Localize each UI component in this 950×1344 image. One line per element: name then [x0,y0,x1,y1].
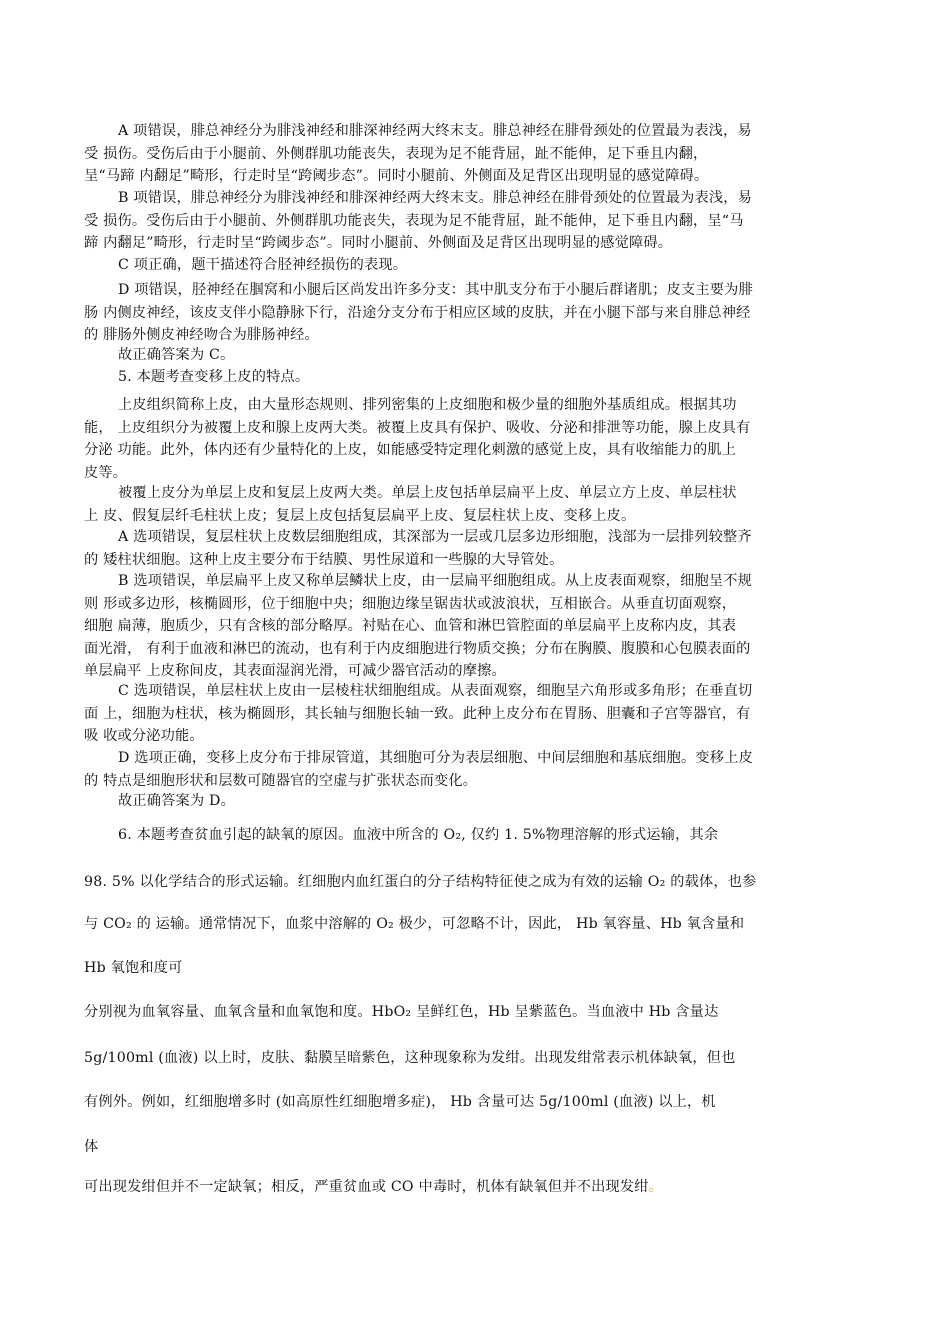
end-mark: 。 [648,1179,664,1195]
paragraph-a-select [84,526,864,571]
question-6-line: 有例外。例如，红细胞增多时 (如高原性红细胞增多症)， Hb 含量可达 5g/100ml (血液) 以上，机 [84,1094,716,1110]
paragraph-c-select [84,680,864,748]
question-6-line: 6. 本题考查贫血引起的缺氧的原因。血液中所含的 O₂, 仅约 1. 5%物理溶解的形式运输，其余 [118,827,719,843]
text-line: A 选项错误，复层柱状上皮数层细胞组成，其深部为一层或几层多边形细胞，浅部为一层排列较整齐 [118,529,752,545]
text-line: 受 损伤。受伤后由于小腿前、外侧群肌功能丧失，表现为足不能背屈，趾不能伸，足下垂且内翻， [84,145,708,162]
paragraph-d-option [84,279,864,347]
paragraph-covering-epithelium [84,482,864,527]
question-6-line: 体 [84,1139,99,1155]
paragraph-c-option [84,254,864,277]
text-line: 蹄 内翻足”畸形，行走时呈“跨阈步态”。同时小腿前、外侧面及足背区出现明显的感觉障碍。 [84,235,673,251]
paragraph-b-option [84,187,864,255]
text-line: 面 上，细胞为柱状，核为椭圆形，其长轴与细胞长轴一致。此种上皮分布在胃肠、胆囊和子宫等器官，有 [84,705,751,722]
text-line: 皮等。 [84,464,128,481]
text-line: 受 损伤。受伤后由于小腿前、外侧群肌功能丧失，表现为足不能背屈，趾不能伸，足下垂且内翻，呈“马 [84,212,744,229]
paragraph-d-select [84,747,864,792]
text-line: 呈“马蹄 内翻足”畸形，行走时呈“跨阈步态”。同时小腿前、外侧面及足背区出现明显的感觉障碍。 [84,168,709,184]
question-6-line: 5g/100ml (血液) 以上时，皮肤、黏膜呈暗紫色，这种现象称为发绀。出现发绀常表示机体缺氧，但也 [84,1050,736,1066]
text-line: D 项错误，胫神经在腘窝和小腿后区尚发出许多分支：其中肌支分布于小腿后群诸肌；皮支主要为腓 [118,282,753,298]
paragraph-a-option [84,120,864,188]
question-6-line: Hb 氧饱和度可 [84,960,183,976]
text-line: B 选项错误，单层扁平上皮又称单层鳞状上皮，由一层扁平细胞组成。从上皮表面观察，细胞呈不规 [118,573,753,589]
text-line: 能， 上皮组织分为被覆上皮和腺上皮两大类。被覆上皮具有保护、吸收、分泌和排泄等功能，腺上皮具有 [84,419,751,436]
text-line: 故正确答案为 D。 [118,793,235,809]
text-line: C 选项错误，单层柱状上皮由一层棱柱状细胞组成。从表面观察，细胞呈六角形或多角形；在垂直切 [118,683,753,699]
text-line: 上皮组织简称上皮，由大量形态规则、排列密集的上皮细胞和极少量的细胞外基质组成。根据其功 [118,397,737,413]
text-line: 故正确答案为 C。 [118,347,235,363]
text-line: 细胞 扁薄，胞质少，只有含核的部分略厚。衬贴在心、血管和淋巴管腔面的单层扁平上皮称内皮，其表 [84,618,737,634]
text-line: 吸 收或分泌功能。 [84,728,204,744]
text-line: 面光滑， 有利于血液和淋巴的流动，也有利于内皮细胞进行物质交换；分布在胸膜、腹膜和心包膜表面的 [84,640,751,657]
text-line: D 选项正确，变移上皮分布于排尿管道，其细胞可分为表层细胞、中间层细胞和基底细胞。变移上皮 [118,750,753,766]
paragraph-b-select [84,570,864,683]
text-line: B 项错误，腓总神经分为腓浅神经和腓深神经两大终末支。腓总神经在腓骨颈处的位置最为表浅，易 [118,190,753,206]
text-line: A 项错误，腓总神经分为腓浅神经和腓深神经两大终末支。腓总神经在腓骨颈处的位置最为表浅，易 [118,123,752,139]
text-line: 的 腓肠外侧皮神经吻合为腓肠神经。 [84,327,319,343]
text-line: 的 矮柱状细胞。这种上皮主要分布于结膜、男性尿道和一些腺的大导管处。 [84,551,564,568]
text-line: 上 皮、假复层纤毛柱状上皮；复层上皮包括复层扁平上皮、复层柱状上皮、变移上皮。 [84,507,636,524]
question-5-title [84,366,864,389]
text-line: 的 特点是细胞形状和层数可随器官的空虚与扩张状态而变化。 [84,772,478,789]
question-6-line: 分别视为血氧容量、血氧含量和血氧饱和度。HbO₂ 呈鲜红色，Hb 呈紫蓝色。当血液中 Hb 含量达 [84,1004,719,1020]
question-6-line: 98. 5% 以化学结合的形式运输。红细胞内血红蛋白的分子结构特征使之成为有效的运输 O₂ 的载体，也参 [84,874,757,890]
answer-2 [84,790,864,813]
text-line: 5. 本题考查变移上皮的特点。 [118,369,310,385]
text-line: C 项正确，题干描述符合胫神经损伤的表现。 [118,257,408,273]
text-line: 可出现发绀但并不一定缺氧；相反，严重贫血或 CO 中毒时，机体有缺氧但并不出现发绀 [84,1179,649,1195]
text-line: 分泌 功能。此外，体内还有少量特化的上皮，如能感受特定理化刺激的感觉上皮，具有收缩能力的肌上 [84,442,737,458]
answer-1 [84,344,864,367]
text-line: 则 形或多边形，核椭圆形，位于细胞中央；细胞边缘呈锯齿状或波浪状，互相嵌合。从垂直切面观察， [84,595,737,612]
text-line: 单层扁平 上皮称间皮，其表面湿润光滑，可减少器官活动的摩擦。 [84,663,506,679]
text-line: 被覆上皮分为单层上皮和复层上皮两大类。单层上皮包括单层扁平上皮、单层立方上皮、单层柱状 [118,485,737,501]
text-line: 肠 内侧皮神经，该皮支伴小隐静脉下行，沿途分支分布于相应区域的皮肤，并在小腿下部与来自腓总神经 [84,304,751,321]
question-6-line: 与 CO₂ 的 运输。通常情况下，血浆中溶解的 O₂ 极少，可忽略不计，因此， Hb 氧容量、Hb 氧含量和 [84,916,745,932]
question-6-last-line [84,1176,874,1198]
paragraph-epithelium-intro [84,394,864,484]
